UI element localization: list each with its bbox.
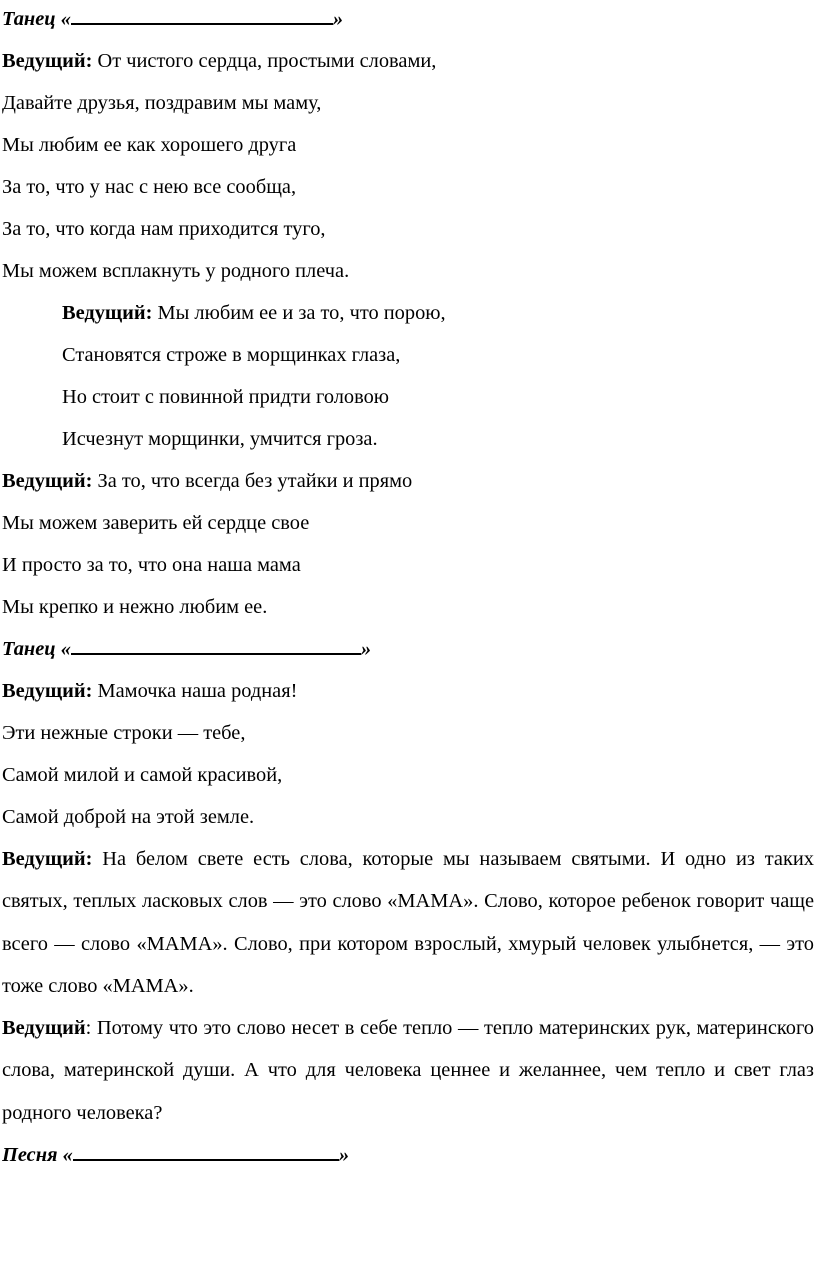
song-heading (2, 1134, 816, 1176)
song-heading-title: Песня « (2, 1144, 73, 1167)
dance-name-blank-1 (71, 5, 333, 25)
song-heading-close: » (338, 1144, 350, 1167)
speaker-label: Ведущий: (2, 50, 93, 72)
block-4-line-4: Самой доброй на этой земле. (2, 806, 255, 828)
block-3-line-3: И просто за то, что она наша мама (2, 554, 301, 576)
speaker-label: Ведущий: (62, 302, 153, 324)
speaker-label: Ведущий: (2, 680, 93, 702)
speaker-label: Ведущий: (2, 848, 93, 870)
dance-heading-2-close: » (360, 638, 372, 660)
block-1-line-6: Мы можем всплакнуть у родного плеча. (2, 260, 350, 282)
paragraph-text: : Потому что это слово несет в себе тепло — тепло материнских рук, материнского слова, материнской души. А что для человека ценнее и желаннее, чем тепло и свет глаз родного человека? (2, 1017, 814, 1124)
block-3-line-1 (2, 460, 816, 502)
block-4-line-2: Эти нежные строки — тебе, (2, 722, 246, 744)
verse-line: Мамочка наша родная! (92, 680, 298, 702)
block-1-line-3: Мы любим ее как хорошего друга (2, 134, 297, 156)
block-4-line-3: Самой милой и самой красивой, (2, 764, 283, 786)
dance-heading-1-close: » (332, 8, 344, 30)
dance-heading-2 (2, 628, 816, 670)
block-2-line-2: Становятся строже в морщинках глаза, (62, 344, 401, 366)
block-1-line-1 (2, 40, 816, 82)
dance-heading-2-title: Танец « (2, 638, 71, 660)
dance-heading-1-title: Танец « (2, 8, 71, 30)
block-1-line-4: За то, что у нас с нею все сообща, (2, 176, 297, 198)
block-6-paragraph (2, 1007, 814, 1134)
verse-line: За то, что всегда без утайки и прямо (92, 470, 413, 492)
song-name-blank (73, 1141, 339, 1161)
block-1-line-5: За то, что когда нам приходится туго, (2, 218, 326, 240)
speaker-label: Ведущий (2, 1017, 86, 1040)
block-1-line-2: Давайте друзья, поздравим мы маму, (2, 92, 322, 114)
verse-line: Мы любим ее и за то, что порою, (152, 302, 446, 324)
block-3-line-4: Мы крепко и нежно любим ее. (2, 596, 268, 618)
block-2-line-1 (2, 292, 816, 334)
block-2-line-3: Но стоит с повинной придти головою (62, 386, 390, 408)
block-3-line-2: Мы можем заверить ей сердце свое (2, 512, 310, 534)
block-4-line-1 (2, 670, 816, 712)
speaker-label: Ведущий: (2, 470, 93, 492)
dance-heading-1 (2, 0, 816, 40)
block-5-paragraph (2, 838, 814, 1007)
paragraph-text: На белом свете есть слова, которые мы называем святыми. И одно из таких святых, теплых ласковых слов — это слово «МАМА». Слово, которое ребенок говорит чаще всего — слово «МАМА». Слово, при котором взрослый, хмурый человек улыбнется, — это тоже слово «МАМА». (2, 848, 814, 997)
verse-line: От чистого сердца, простыми словами, (92, 50, 437, 72)
dance-name-blank-2 (71, 635, 361, 655)
block-2-line-4: Исчезнут морщинки, умчится гроза. (62, 428, 378, 450)
